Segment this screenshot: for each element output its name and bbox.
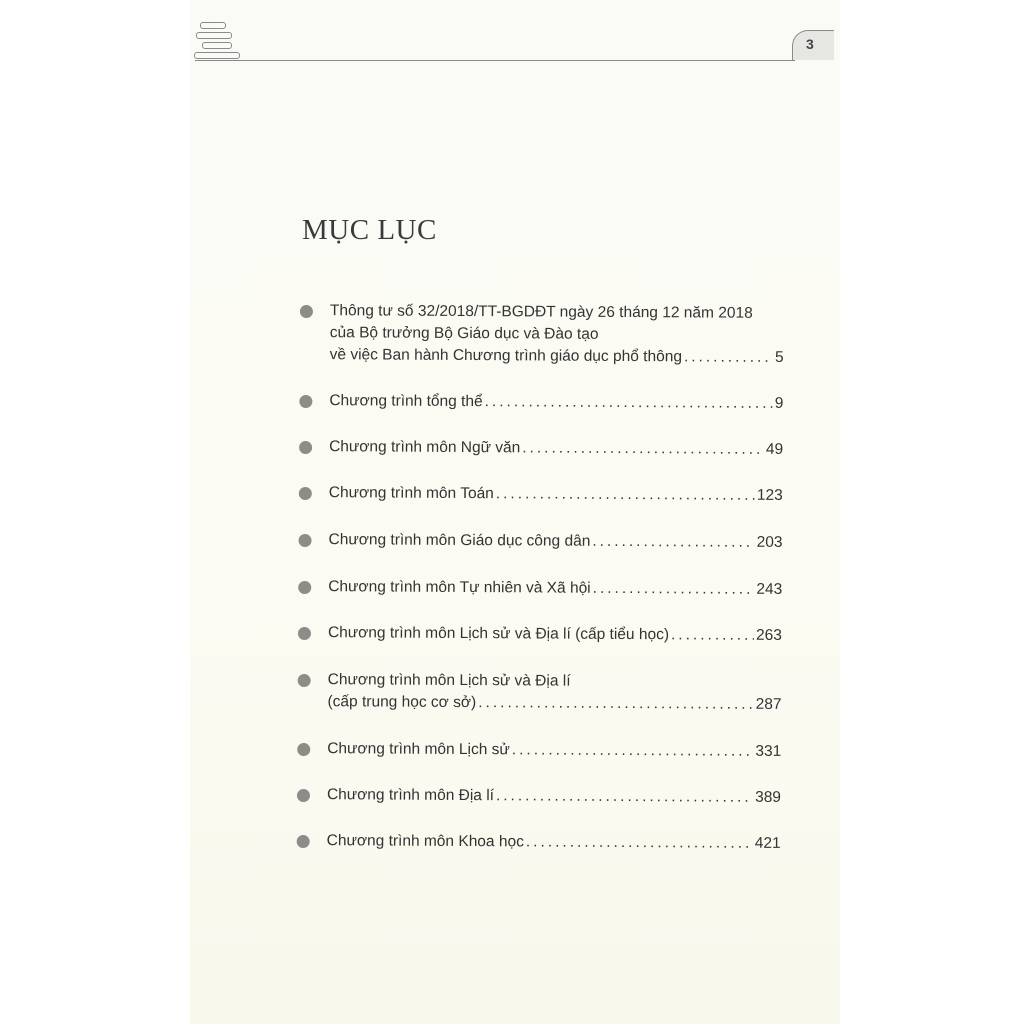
- leader-dots: [684, 346, 773, 369]
- toc-entry: [297, 830, 781, 855]
- toc-entry-line: của Bộ trưởng Bộ Giáo dục và Đào tạo: [329, 324, 599, 343]
- toc-entry: [297, 738, 781, 763]
- toc-entry-label: Chương trình tổng thể: [329, 392, 483, 411]
- leader-dots: [478, 692, 754, 716]
- bullet-icon: [297, 835, 310, 848]
- page-number: 3: [806, 36, 814, 52]
- toc-entry-page: 243: [756, 580, 783, 598]
- toc-entry: [298, 529, 782, 554]
- leader-dots: [496, 785, 753, 809]
- toc-entry-page: 287: [755, 695, 782, 713]
- toc-entry-label: Chương trình môn Toán: [328, 484, 494, 503]
- toc-entry-label: (cấp trung học cơ sở): [327, 693, 477, 712]
- toc-entry: [299, 436, 783, 461]
- toc-entry: [299, 482, 783, 507]
- toc-entry-page: 331: [755, 742, 782, 760]
- leader-dots: [526, 831, 753, 854]
- toc-entry-label: Chương trình môn Ngữ văn: [329, 438, 521, 457]
- toc-entry: [297, 669, 781, 716]
- bullet-icon: [298, 581, 311, 594]
- toc-entry-line: Thông tư số 32/2018/TT-BGDĐT ngày 26 tháng 12 năm 2018: [329, 302, 753, 322]
- leader-dots: [522, 437, 764, 460]
- leader-dots: [592, 531, 754, 554]
- toc-entry-label: Chương trình môn Khoa học: [326, 832, 524, 851]
- bullet-icon: [298, 534, 311, 547]
- bullet-icon: [298, 674, 311, 687]
- leader-dots: [671, 624, 754, 647]
- leader-dots: [593, 578, 755, 601]
- toc-entry-label: Chương trình môn Địa lí: [326, 786, 495, 805]
- bullet-icon: [297, 789, 310, 802]
- toc-entry-line: Chương trình môn Lịch sử và Địa lí: [327, 671, 571, 690]
- bullet-icon: [298, 627, 311, 640]
- leader-dots: [485, 391, 773, 415]
- bullet-icon: [299, 487, 312, 500]
- toc-entry-page: 5: [774, 348, 784, 366]
- toc-entry: [298, 622, 782, 647]
- toc-entry-page: 389: [755, 788, 782, 806]
- toc-entry: [298, 576, 782, 601]
- toc-entry-page: 123: [756, 486, 783, 504]
- toc-entry: [300, 300, 784, 369]
- bullet-icon: [297, 743, 310, 756]
- toc-entry: [297, 784, 781, 809]
- toc-entry-page: 9: [774, 394, 784, 412]
- toc-entry-label: Chương trình môn Lịch sử: [327, 740, 510, 759]
- bullet-icon: [299, 441, 312, 454]
- toc-entry-page: 421: [754, 834, 781, 852]
- toc-title: MỤC LỤC: [302, 214, 437, 246]
- leader-dots: [512, 739, 754, 762]
- toc-entry-page: 203: [756, 533, 783, 551]
- leader-dots: [496, 483, 755, 507]
- bullet-icon: [300, 305, 313, 318]
- toc-entry-label: về việc Ban hành Chương trình giáo dục phổ thông: [329, 346, 683, 366]
- toc-entry: [299, 390, 783, 415]
- toc-entry-page: 49: [765, 440, 784, 458]
- bullet-icon: [299, 395, 312, 408]
- toc-entry-page: 263: [756, 626, 783, 644]
- toc-entry-label: Chương trình môn Tự nhiên và Xã hội: [328, 578, 591, 597]
- toc-entry-label: Chương trình môn Lịch sử và Địa lí (cấp tiểu học): [327, 624, 670, 644]
- toc-entry-label: Chương trình môn Giáo dục công dân: [328, 531, 591, 550]
